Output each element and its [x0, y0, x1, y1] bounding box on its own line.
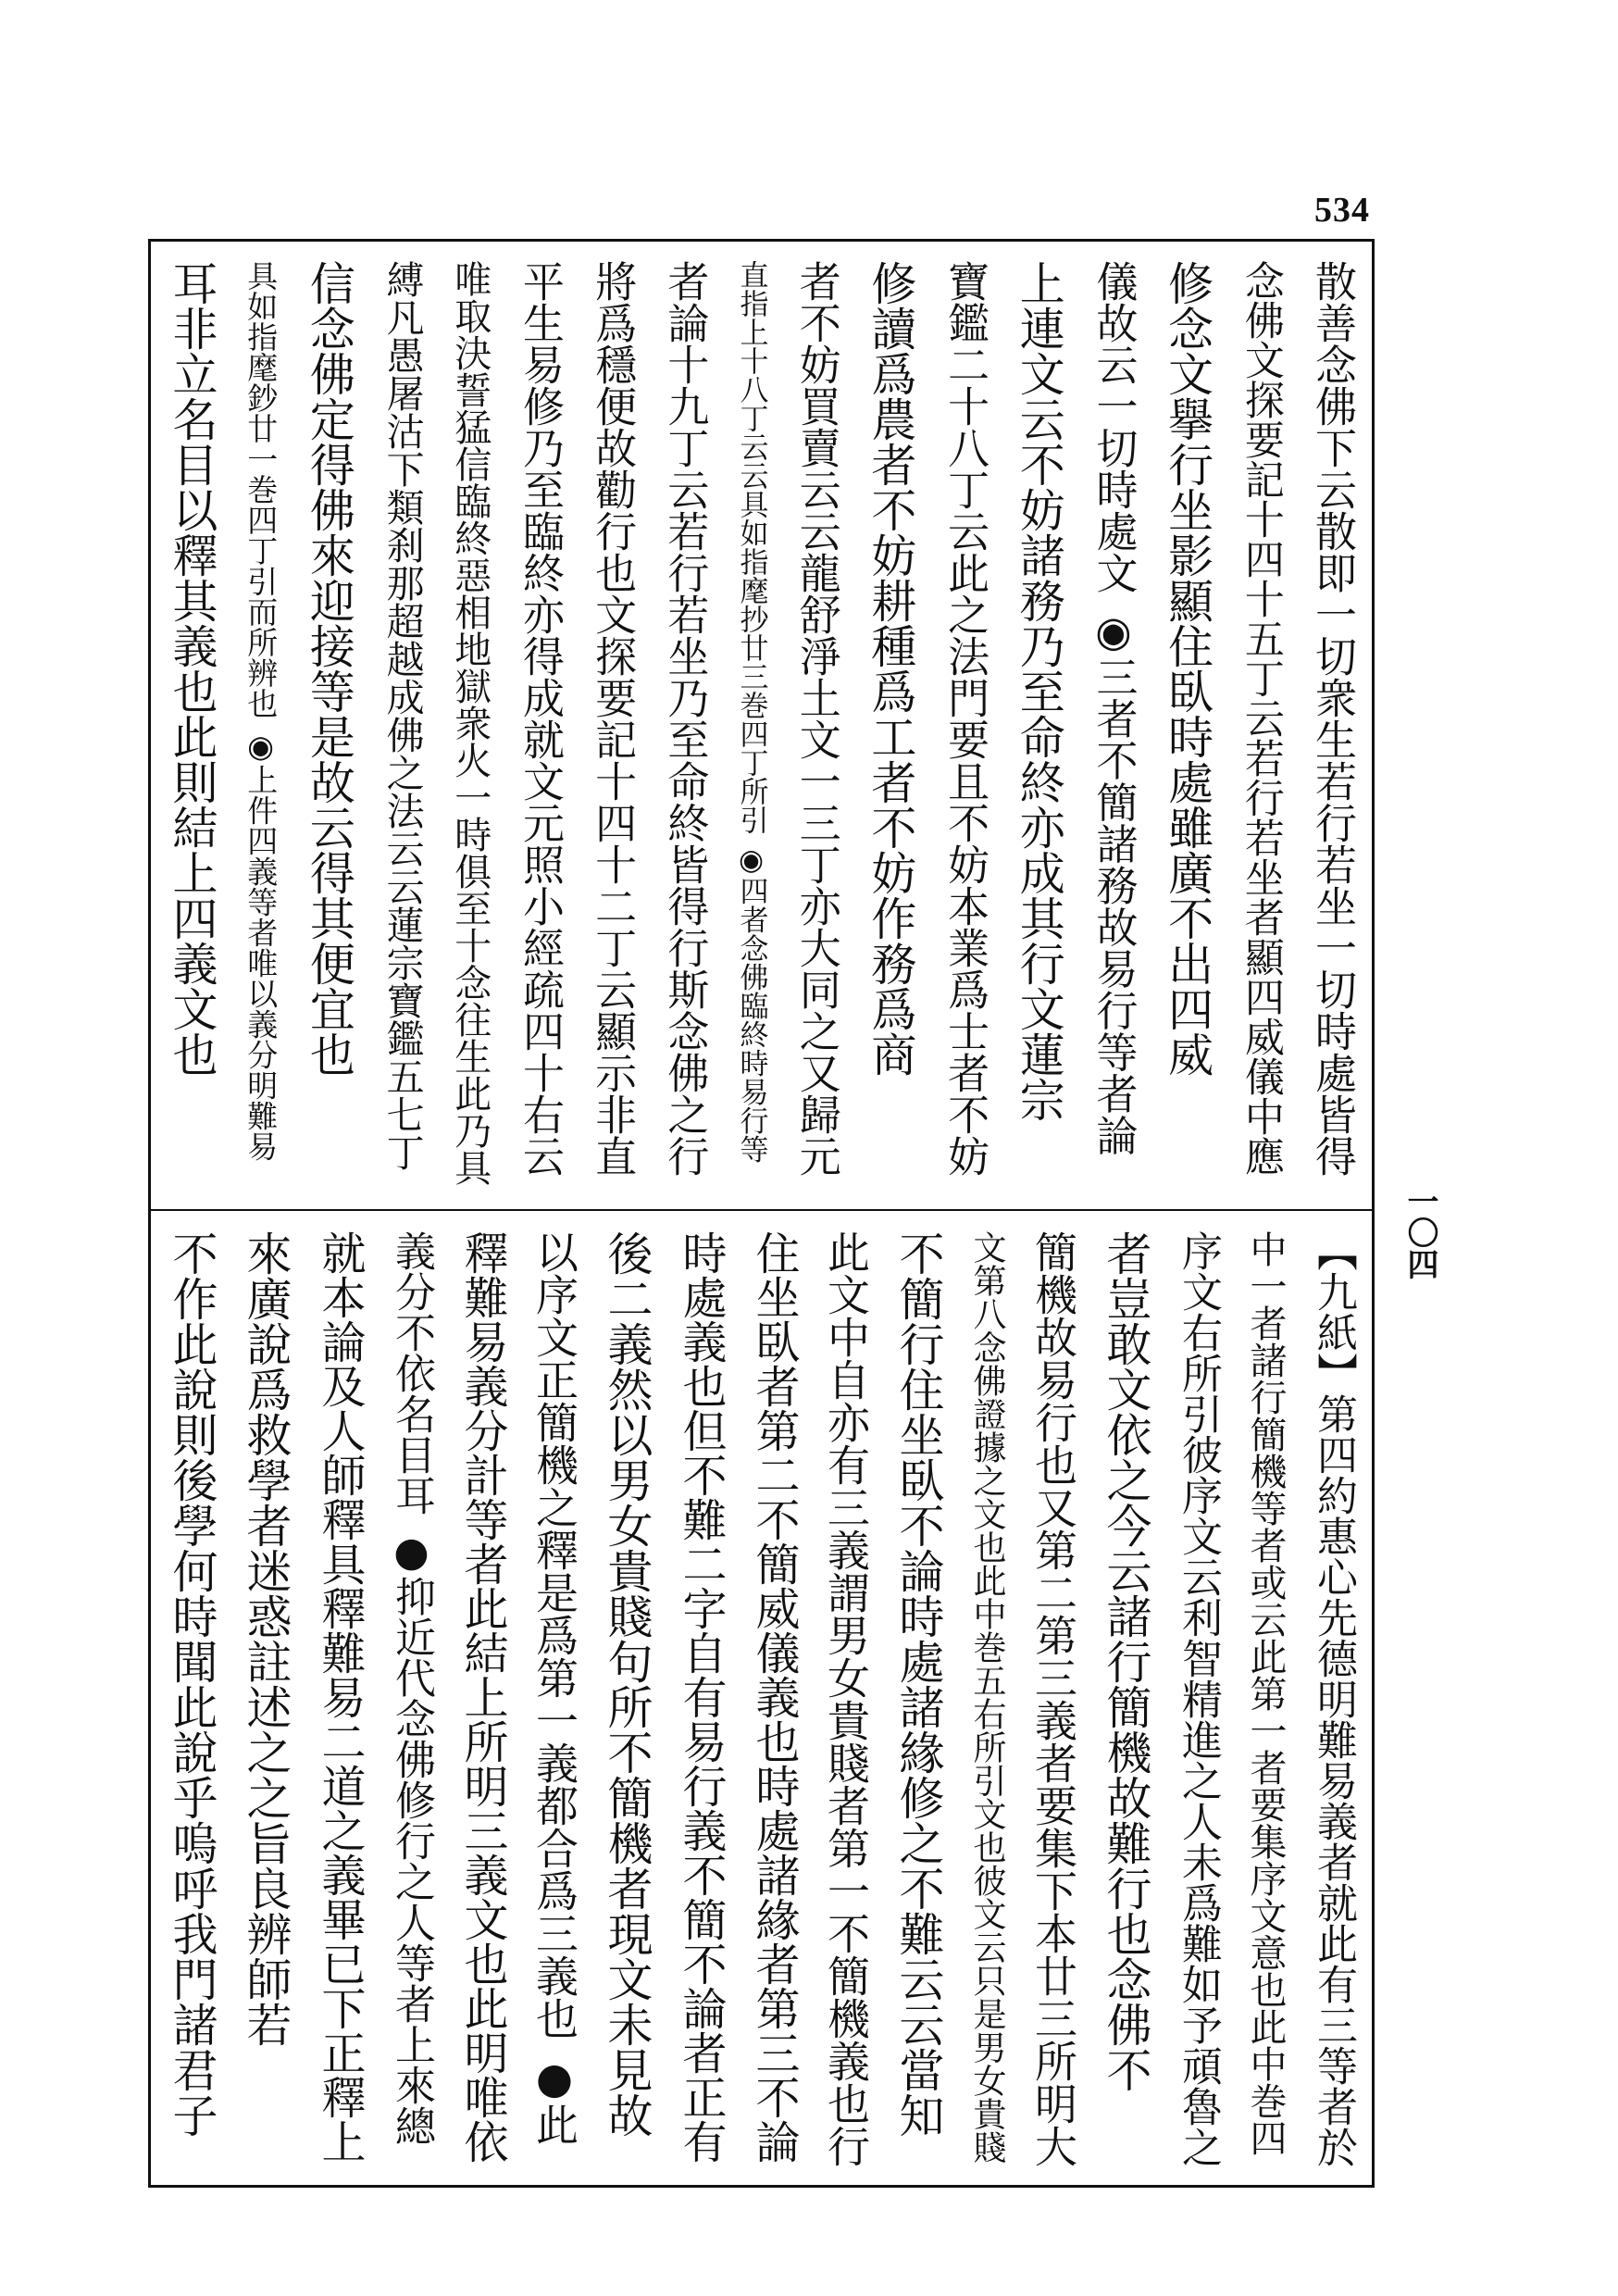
upper-column: 縛凡愚屠沽下類刹那超越成佛之法云云蓮宗寶鑑五七丁	[380, 260, 425, 1171]
upper-column: 念佛文探要記十四十五丁云若行若坐者顯四威儀中應	[1238, 260, 1285, 1176]
lower-text-block	[166, 1230, 1357, 2167]
upper-column: 寶鑑二十八丁云此之法門要且不妨本業爲士者不妨	[940, 260, 990, 1177]
lower-column: 中一者諸行簡機等者或云此第一者要集序文意也此中巻四	[1244, 1230, 1287, 2156]
lower-column: 以序文正簡機之釋是爲第一義都合爲三義也 ●此	[529, 1230, 579, 2146]
text-frame	[148, 239, 1375, 2188]
lower-column: 文第八念佛證據之文也此中巻五右所引文也彼文云只是男女貴賤	[968, 1230, 1006, 2164]
block-divider	[151, 1209, 1372, 1211]
lower-column: 義分不依名目耳 ●抑近代念佛修行之人等者上來總	[388, 1230, 435, 2146]
upper-column: 信念佛定得佛來迎接等是故云得其便宜也	[303, 260, 356, 1077]
upper-column: 修念文擧行坐影顯住臥時處雖廣不出四威	[1161, 260, 1214, 1077]
lower-column: 序文右所引彼序文云利智精進之人未爲難如予頑魯之	[1175, 1230, 1222, 2167]
lower-column: 釋難易義分計等者此結上所明三義文也此明唯依	[456, 1230, 508, 2164]
upper-column: 具如指麾鈔廿一巻四丁引而所辨也 ◉上件四義等者唯以義分明難易	[243, 260, 280, 1162]
upper-column: 儀故云一切時處文 ◉三者不簡諸務故易行等者論	[1089, 260, 1139, 1156]
upper-column: 上連文云不妨諸務乃至命終亦成其行文蓮宗	[1013, 260, 1066, 1122]
upper-column: 者不妨買賣云云龍舒淨土文一三丁亦大同之又歸元	[791, 260, 841, 1177]
lower-column: 住坐臥者第二不簡威儀義也時處諸緣者第三不論	[748, 1230, 800, 2164]
lower-column: 此文中自亦有三義謂男女貴賤者第一不簡機義也行	[821, 1230, 871, 2167]
upper-column: 唯取決誓猛信臨終惡相地獄衆火一時俱至十念往生此乃具	[448, 260, 492, 1186]
upper-column: 者論十九丁云若行若坐乃至命終皆得行斯念佛之行	[660, 260, 710, 1177]
lower-column: 後二義然以男女貴賤句所不簡機者現文未見故	[601, 1230, 653, 2138]
lower-column: 者豈敢文依之今云諸行簡機故難行也念佛不	[1100, 1230, 1152, 2092]
upper-text-block	[166, 260, 1357, 1186]
upper-column: 散善念佛下云散即一切衆生若行若坐一切時處皆得	[1308, 260, 1357, 1177]
upper-column: 直指上十八丁云云具如指麾抄廿三巻四丁所引 ◉四者念佛臨終時易行等	[734, 260, 768, 1164]
lower-column: 【九紙】第四約惠心先德明難易義者就此有三等者於	[1310, 1230, 1357, 2167]
lower-column: 簡機故易行也又第二第三義者要集下本廿三所明大	[1028, 1230, 1078, 2167]
lower-column: 來廣說爲救學者迷惑註述之之旨良辨師若	[240, 1230, 292, 2047]
upper-column: 耳非立名目以釋其義也此則結上四義文也	[166, 260, 218, 1077]
upper-column: 將爲穩便故勸行也文探要記十四十二丁云顯示非直	[588, 260, 638, 1177]
upper-column: 修讀爲農者不妨耕種爲工者不妨作務爲商	[864, 260, 917, 1077]
leaf-number: 一〇四	[1401, 1185, 1438, 1279]
page-number: 534	[1314, 191, 1370, 230]
lower-column: 時處義也但不難二字自有易行義不簡不論者正有	[675, 1230, 727, 2164]
lower-column: 就本論及人師釋具釋難易二道之義畢已下正釋上	[314, 1230, 366, 2164]
lower-column: 不簡行住坐臥不論時處諸緣修之不難云云當知	[892, 1230, 945, 2138]
upper-column: 平生易修乃至臨終亦得成就文元照小經疏四十右云	[515, 260, 565, 1177]
lower-column: 不作此說則後學何時聞此說乎嗚呼我門諸君子	[166, 1230, 218, 2138]
